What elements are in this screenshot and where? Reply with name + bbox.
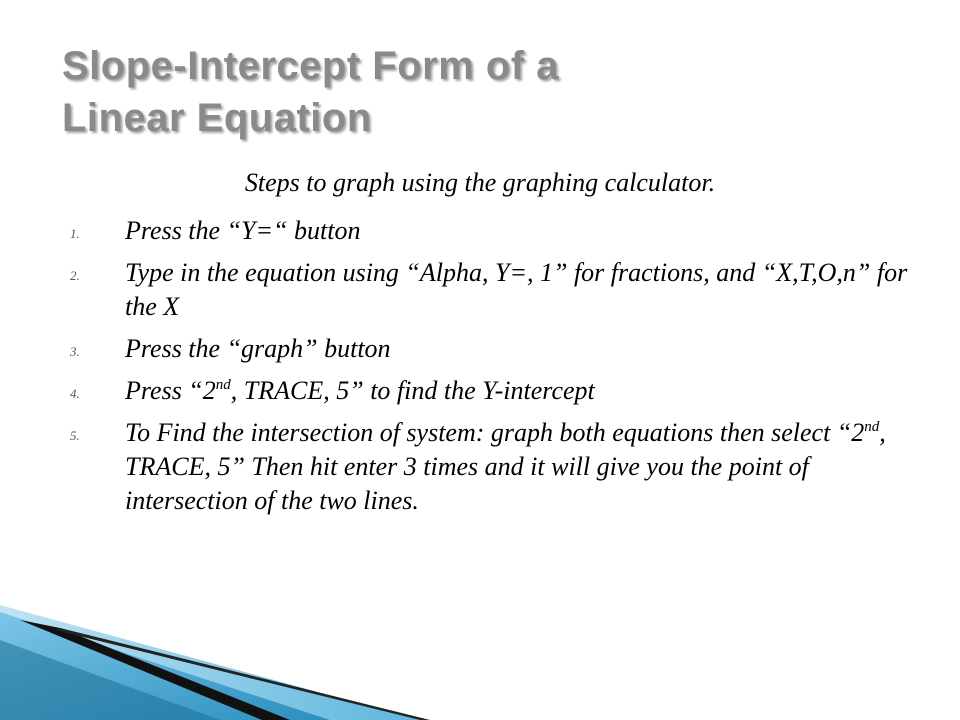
step-text-post: , TRACE, 5” Then hit enter 3 times and it will give you the point of intersection of the two lines. <box>125 418 886 515</box>
step-text-post: , TRACE, 5” to find the Y-intercept <box>230 376 595 405</box>
list-item-step-4 <box>70 374 920 408</box>
decor-wedge-blue <box>0 612 330 720</box>
list-item-step-3 <box>70 332 920 366</box>
step-text-superscript: nd <box>864 419 880 435</box>
list-item-step-2 <box>70 256 920 324</box>
step-text: Press the “Y=“ button <box>125 216 361 245</box>
step-number: 4. <box>70 386 80 401</box>
decor-black-stroke-thin <box>55 628 430 720</box>
decor-wedge-light <box>0 605 420 720</box>
title-line-1: Slope-Intercept Form of a <box>62 44 559 88</box>
list-item-step-1 <box>70 214 920 248</box>
step-number: 2. <box>70 268 80 283</box>
step-text-superscript: nd <box>215 377 231 393</box>
step-text-pre: Press “2 <box>125 376 216 405</box>
step-number: 3. <box>70 344 80 359</box>
step-number: 1. <box>70 226 80 241</box>
step-text-pre: To Find the intersection of system: graph both equations then select “2 <box>125 418 865 447</box>
title-line-2: Linear Equation <box>62 96 372 140</box>
step-text <box>125 374 920 408</box>
slide-title <box>62 40 882 144</box>
step-text: Press the “graph” button <box>125 334 391 363</box>
step-text <box>125 416 920 518</box>
decor-black-stroke <box>20 620 290 720</box>
subtitle: Steps to graph using the graphing calculator. <box>244 168 716 197</box>
step-number: 5. <box>70 428 80 443</box>
list-item-step-5 <box>70 416 920 518</box>
decor-wedge-stripe <box>0 640 220 720</box>
steps-list <box>70 214 920 526</box>
step-text: Type in the equation using “Alpha, Y=, 1” for fractions, and “X,T,O,n” for the X <box>125 258 908 321</box>
